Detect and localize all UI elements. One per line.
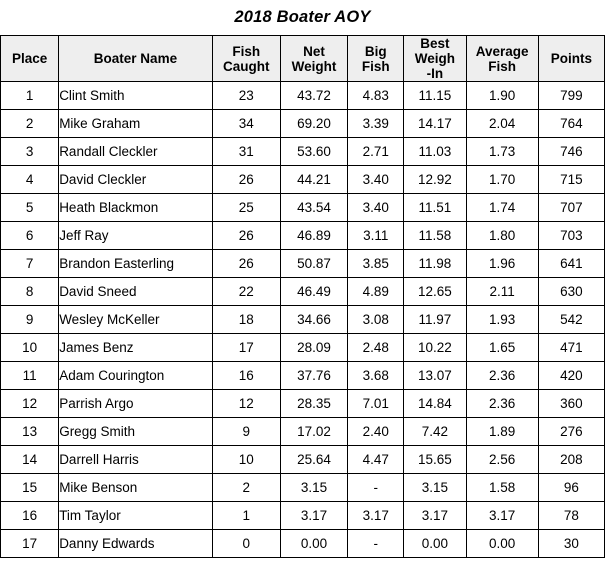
table-row <box>1 390 605 418</box>
table-row <box>1 502 605 530</box>
cell-boater-name: Jeff Ray <box>59 222 213 250</box>
cell-big-fish: - <box>348 474 404 502</box>
cell-average-fish: 2.11 <box>466 278 538 306</box>
cell-average-fish: 2.04 <box>466 110 538 138</box>
cell-best-weigh-in: 14.84 <box>404 390 466 418</box>
cell-fish-caught: 10 <box>212 446 280 474</box>
column-header-best-weigh-in-line1: Best <box>420 36 450 51</box>
cell-boater-name: Clint Smith <box>59 82 213 110</box>
column-header-points <box>538 36 604 82</box>
cell-points: 276 <box>538 418 604 446</box>
cell-boater-name: Gregg Smith <box>59 418 213 446</box>
column-header-fish-caught-line2: Caught <box>223 58 270 74</box>
cell-big-fish: 4.83 <box>348 82 404 110</box>
table-row <box>1 306 605 334</box>
page-title: 2018 Boater AOY <box>234 8 371 26</box>
table-row <box>1 222 605 250</box>
cell-net-weight: 28.35 <box>280 390 347 418</box>
cell-fish-caught: 25 <box>212 194 280 222</box>
cell-big-fish: 3.11 <box>348 222 404 250</box>
column-header-net-weight-line1: Net <box>303 43 325 59</box>
cell-average-fish: 3.17 <box>466 502 538 530</box>
cell-place: 7 <box>1 250 59 278</box>
cell-net-weight: 3.17 <box>280 502 347 530</box>
cell-place: 13 <box>1 418 59 446</box>
cell-net-weight: 17.02 <box>280 418 347 446</box>
column-header-net-weight-line2: Weight <box>291 58 337 74</box>
cell-place: 9 <box>1 306 59 334</box>
cell-average-fish: 1.93 <box>466 306 538 334</box>
cell-average-fish: 1.80 <box>466 222 538 250</box>
cell-points: 715 <box>538 166 604 194</box>
cell-net-weight: 50.87 <box>280 250 347 278</box>
cell-boater-name: Adam Courington <box>59 362 213 390</box>
cell-place: 12 <box>1 390 59 418</box>
cell-fish-caught: 23 <box>212 82 280 110</box>
cell-boater-name: Parrish Argo <box>59 390 213 418</box>
cell-place: 5 <box>1 194 59 222</box>
cell-big-fish: 4.89 <box>348 278 404 306</box>
cell-points: 78 <box>538 502 604 530</box>
column-header-average-fish <box>466 36 538 82</box>
cell-big-fish: 7.01 <box>348 390 404 418</box>
column-header-fish-caught <box>212 36 280 82</box>
cell-net-weight: 46.89 <box>280 222 347 250</box>
cell-average-fish: 1.89 <box>466 418 538 446</box>
cell-place: 17 <box>1 530 59 558</box>
cell-fish-caught: 16 <box>212 362 280 390</box>
cell-best-weigh-in: 13.07 <box>404 362 466 390</box>
table-row <box>1 278 605 306</box>
cell-net-weight: 43.54 <box>280 194 347 222</box>
cell-place: 3 <box>1 138 59 166</box>
cell-points: 746 <box>538 138 604 166</box>
column-header-place <box>1 36 59 82</box>
cell-fish-caught: 22 <box>212 278 280 306</box>
cell-fish-caught: 34 <box>212 110 280 138</box>
cell-points: 96 <box>538 474 604 502</box>
cell-fish-caught: 31 <box>212 138 280 166</box>
cell-place: 10 <box>1 334 59 362</box>
cell-place: 1 <box>1 82 59 110</box>
cell-points: 641 <box>538 250 604 278</box>
cell-place: 14 <box>1 446 59 474</box>
column-header-best-weigh-in-line2: Weigh <box>414 51 456 67</box>
cell-best-weigh-in: 0.00 <box>404 530 466 558</box>
cell-big-fish: 3.68 <box>348 362 404 390</box>
cell-place: 15 <box>1 474 59 502</box>
column-header-big-fish-line1: Big <box>364 43 387 59</box>
cell-boater-name: James Benz <box>59 334 213 362</box>
cell-net-weight: 28.09 <box>280 334 347 362</box>
column-header-points-line1: Points <box>550 51 592 67</box>
cell-fish-caught: 1 <box>212 502 280 530</box>
cell-best-weigh-in: 3.17 <box>404 502 466 530</box>
cell-points: 799 <box>538 82 604 110</box>
cell-average-fish: 2.56 <box>466 446 538 474</box>
cell-best-weigh-in: 11.15 <box>404 82 466 110</box>
cell-average-fish: 1.73 <box>466 138 538 166</box>
table-row <box>1 250 605 278</box>
cell-points: 707 <box>538 194 604 222</box>
column-header-boater-name <box>59 36 213 82</box>
cell-points: 542 <box>538 306 604 334</box>
cell-place: 8 <box>1 278 59 306</box>
cell-points: 30 <box>538 530 604 558</box>
cell-net-weight: 44.21 <box>280 166 347 194</box>
cell-best-weigh-in: 12.92 <box>404 166 466 194</box>
table-row <box>1 110 605 138</box>
cell-net-weight: 69.20 <box>280 110 347 138</box>
cell-fish-caught: 26 <box>212 250 280 278</box>
cell-points: 208 <box>538 446 604 474</box>
cell-average-fish: 1.58 <box>466 474 538 502</box>
cell-net-weight: 25.64 <box>280 446 347 474</box>
cell-place: 4 <box>1 166 59 194</box>
cell-average-fish: 1.90 <box>466 82 538 110</box>
column-header-average-fish-line2: Fish <box>488 58 516 74</box>
column-header-boater-name-line1: Boater Name <box>93 51 178 67</box>
table-row <box>1 530 605 558</box>
cell-fish-caught: 26 <box>212 166 280 194</box>
cell-best-weigh-in: 11.58 <box>404 222 466 250</box>
cell-boater-name: Tim Taylor <box>59 502 213 530</box>
cell-net-weight: 34.66 <box>280 306 347 334</box>
cell-boater-name: Mike Benson <box>59 474 213 502</box>
cell-boater-name: Darrell Harris <box>59 446 213 474</box>
cell-average-fish: 1.70 <box>466 166 538 194</box>
table-row <box>1 138 605 166</box>
cell-net-weight: 37.76 <box>280 362 347 390</box>
cell-points: 703 <box>538 222 604 250</box>
cell-points: 764 <box>538 110 604 138</box>
cell-big-fish: 4.47 <box>348 446 404 474</box>
cell-best-weigh-in: 10.22 <box>404 334 466 362</box>
cell-big-fish: 2.71 <box>348 138 404 166</box>
cell-points: 360 <box>538 390 604 418</box>
column-header-big-fish-line2: Fish <box>361 58 390 74</box>
column-header-average-fish-line1: Average <box>475 43 529 59</box>
cell-best-weigh-in: 11.98 <box>404 250 466 278</box>
table-body <box>1 82 605 558</box>
cell-best-weigh-in: 14.17 <box>404 110 466 138</box>
cell-boater-name: Wesley McKeller <box>59 306 213 334</box>
table-row <box>1 334 605 362</box>
table-row <box>1 362 605 390</box>
table-row <box>1 418 605 446</box>
cell-best-weigh-in: 3.15 <box>404 474 466 502</box>
table-row <box>1 194 605 222</box>
cell-big-fish: 3.17 <box>348 502 404 530</box>
cell-boater-name: Randall Cleckler <box>59 138 213 166</box>
table-row <box>1 446 605 474</box>
cell-net-weight: 0.00 <box>280 530 347 558</box>
cell-average-fish: 1.65 <box>466 334 538 362</box>
cell-big-fish: 3.40 <box>348 194 404 222</box>
table-row <box>1 474 605 502</box>
column-header-best-weigh-in <box>404 36 466 82</box>
cell-average-fish: 2.36 <box>466 362 538 390</box>
cell-fish-caught: 12 <box>212 390 280 418</box>
cell-average-fish: 1.74 <box>466 194 538 222</box>
cell-best-weigh-in: 11.03 <box>404 138 466 166</box>
cell-best-weigh-in: 11.51 <box>404 194 466 222</box>
cell-points: 471 <box>538 334 604 362</box>
table-header-row <box>1 36 605 82</box>
column-header-place-line1: Place <box>11 51 48 67</box>
cell-net-weight: 46.49 <box>280 278 347 306</box>
table-row <box>1 166 605 194</box>
cell-boater-name: David Sneed <box>59 278 213 306</box>
cell-place: 2 <box>1 110 59 138</box>
cell-boater-name: Danny Edwards <box>59 530 213 558</box>
cell-net-weight: 53.60 <box>280 138 347 166</box>
cell-fish-caught: 0 <box>212 530 280 558</box>
cell-big-fish: 3.85 <box>348 250 404 278</box>
cell-boater-name: Heath Blackmon <box>59 194 213 222</box>
column-header-big-fish <box>348 36 404 82</box>
table-row <box>1 82 605 110</box>
cell-net-weight: 43.72 <box>280 82 347 110</box>
cell-best-weigh-in: 15.65 <box>404 446 466 474</box>
column-header-fish-caught-line1: Fish <box>232 43 261 59</box>
cell-average-fish: 0.00 <box>466 530 538 558</box>
cell-fish-caught: 18 <box>212 306 280 334</box>
cell-big-fish: 3.40 <box>348 166 404 194</box>
cell-big-fish: 3.08 <box>348 306 404 334</box>
cell-boater-name: Brandon Easterling <box>59 250 213 278</box>
cell-fish-caught: 9 <box>212 418 280 446</box>
cell-place: 11 <box>1 362 59 390</box>
boater-aoy-table <box>0 35 605 558</box>
cell-net-weight: 3.15 <box>280 474 347 502</box>
column-header-best-weigh-in-line3: -In <box>426 66 444 82</box>
cell-boater-name: Mike Graham <box>59 110 213 138</box>
cell-fish-caught: 26 <box>212 222 280 250</box>
cell-big-fish: 3.39 <box>348 110 404 138</box>
cell-big-fish: - <box>348 530 404 558</box>
cell-average-fish: 2.36 <box>466 390 538 418</box>
cell-best-weigh-in: 12.65 <box>404 278 466 306</box>
cell-place: 6 <box>1 222 59 250</box>
cell-best-weigh-in: 7.42 <box>404 418 466 446</box>
column-header-net-weight <box>280 36 347 82</box>
cell-place: 16 <box>1 502 59 530</box>
cell-big-fish: 2.40 <box>348 418 404 446</box>
cell-points: 630 <box>538 278 604 306</box>
cell-fish-caught: 2 <box>212 474 280 502</box>
cell-big-fish: 2.48 <box>348 334 404 362</box>
cell-points: 420 <box>538 362 604 390</box>
table-header <box>1 36 605 82</box>
cell-average-fish: 1.96 <box>466 250 538 278</box>
cell-boater-name: David Cleckler <box>59 166 213 194</box>
cell-best-weigh-in: 11.97 <box>404 306 466 334</box>
cell-fish-caught: 17 <box>212 334 280 362</box>
